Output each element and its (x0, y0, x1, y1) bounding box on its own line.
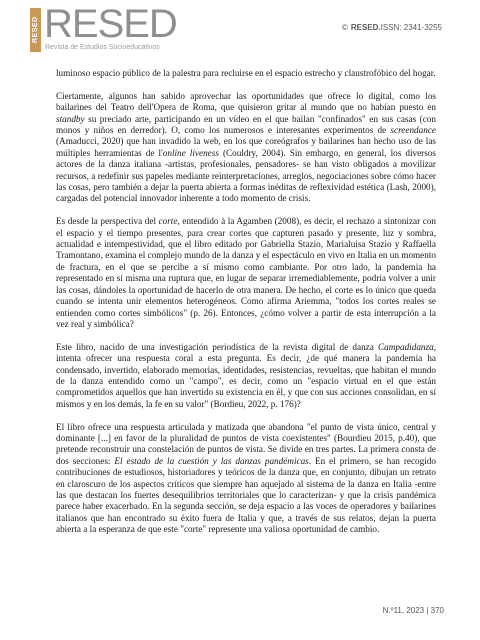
paragraph-text: su preciado arte, participando en un vídeo en el que bailan "confinados" en sus casas (con monos y niños en derredor). O, como los numerosos e interesantes experimentos de (56, 113, 436, 136)
italic-text: corte (158, 216, 178, 227)
page-footer: N.º11, 2023 | 370 (382, 606, 444, 615)
journal-logo (30, 2, 210, 54)
body-paragraph (56, 91, 436, 205)
issn-brand: RESED. (350, 23, 381, 32)
copyright-icon: © (341, 23, 348, 32)
paragraph-text: , intenta ofrecer una respuesta coral a esta pregunta. Es decir, ¿de qué manera la pandemia ha condensado, invertido, elaborado memorias, identidades, resistencias, revueltas, que habitan el mundo de la danza entendido como un "campo", es decir, como un "espacio virtual en el que están comprometidos aquellos que han invertido su existencia en él, y que con sus acciones consolidan, en sí mismos y en los demás, la fe en su valor" (Bordieu, 2022, p. 176)? (56, 341, 436, 409)
italic-text: Campadidanza (378, 341, 434, 352)
logo-vertical-text: RESED (30, 8, 41, 52)
issn-info (342, 23, 442, 32)
logo-wordmark: RESED (44, 2, 177, 46)
paragraph-text: Este libro, nacido de una investigación periodística de la revista digital de danza (56, 341, 379, 352)
paragraph-text: (Couldry, 2004). Sin embargo, en general, los diversos actores de la danza italiana -artistas, profesionales, pensadores- se han visto obligados a movilizar recursos, a redefinir sus papeles mediante reinterpretaciones, arreglos, negociaciones sobre cómo hacer las cosas, pero también a dejar la puerta abierta a formas inéditas de reflexividad estética (Lash, 2000), cargadas del potencial innovador inherente a todo momento de crisis. (56, 147, 436, 204)
italic-text: standby (56, 113, 85, 124)
italic-text: online liveness (162, 147, 219, 158)
body-paragraph (56, 422, 436, 536)
paragraph-text: El libro ofrece una respuesta articulada y matizada que abandona "el punto de vista único, central y dominante [...] en favor de la pluralidad de puntos de vista coexistentes" (Bourdieu 2015, p.40), que pretende reconstruir una constelación de puntos de vista. Se divide en tres partes. La primera consta de dos secciones: (56, 421, 436, 466)
logo-subtitle: Revista de Estudios Socioeducativos (45, 44, 160, 51)
italic-text: screendance (390, 125, 436, 136)
paragraph-text: (Amaducci, 2020) que han invadido la web, en los que coreógrafos y bailarines han hecho uso de las múltiples herramientas de l' (56, 136, 436, 158)
body-paragraph (56, 68, 436, 79)
page-header (30, 2, 460, 54)
article-body (56, 68, 436, 547)
body-paragraph (56, 216, 436, 330)
body-paragraph (56, 342, 436, 410)
issn-number: ISSN: 2341-3255 (380, 23, 442, 32)
paragraph-text: , entendido à la Agamben (2008), es decir, el rechazo a sintonizar con el espacio y el tiempo presentes, para crear cortes que capturen pasado y presente, luz y sombra, actualidad e intempestividad, que el libro editado por Gabriella Stazio, Marialuisa Stazio y Raffaella Tramontano, examina el complejo mundo de la danza y el espectáculo en vivo en Italia en un momento de fractura, en el que se percibe a sí mismo como cambiante. Por otro lado, la pandemia ha representado en sí misma una ruptura que, en lugar de separar irremediablemente, podría volver a unir las cosas, dándoles la oportunidad de hacerlo de otra manera. De hecho, el corte es lo único que queda cuando se intenta unir elementos heterogéneos. Como afirma Ariemma, "todos los cortes reales se entienden como cortes simbólicos" (p. 26). Entonces, ¿cómo volver a partir de esta interrupción a la vez real y simbólica? (56, 216, 436, 329)
paragraph-text: Es desde la perspectiva del (56, 216, 159, 227)
paragraph-text: luminoso espacio público de la palestra para recluirse en el espacio estrecho y claustrofóbico del hogar. (56, 68, 436, 78)
paragraph-text: . En el primero, se han recogido contribuciones de estudiosos, historiadores y teóricos de la danza que, en conjunto, dibujan un retrato en claroscuro de los aspectos críticos que siempre han aquejado al sistema de la danza en Italia -entre las que destacan los fuertes desequilibrios territoriales que lo caracterizan- y que la crisis pandémica parece haber exacerbado. En la segunda sección, se deja espacio a las voces de operadores y bailarines italianos que han encontrado su éxito fuera de Italia y que, a través de sus relatos, dejan la puerta abierta a la esperanza de que este "corte" represente una valiosa oportunidad de cambio. (56, 455, 436, 535)
italic-text: El estado de la cuestión y las danzas pandémicas (114, 455, 309, 466)
paragraph-text: Ciertamente, algunos han sabido aprovechar las oportunidades que ofrece lo digital, como los bailarines del Teatro dell'Opera de Roma, que quisieron gritar al mundo que no habían puesto en (56, 90, 436, 113)
